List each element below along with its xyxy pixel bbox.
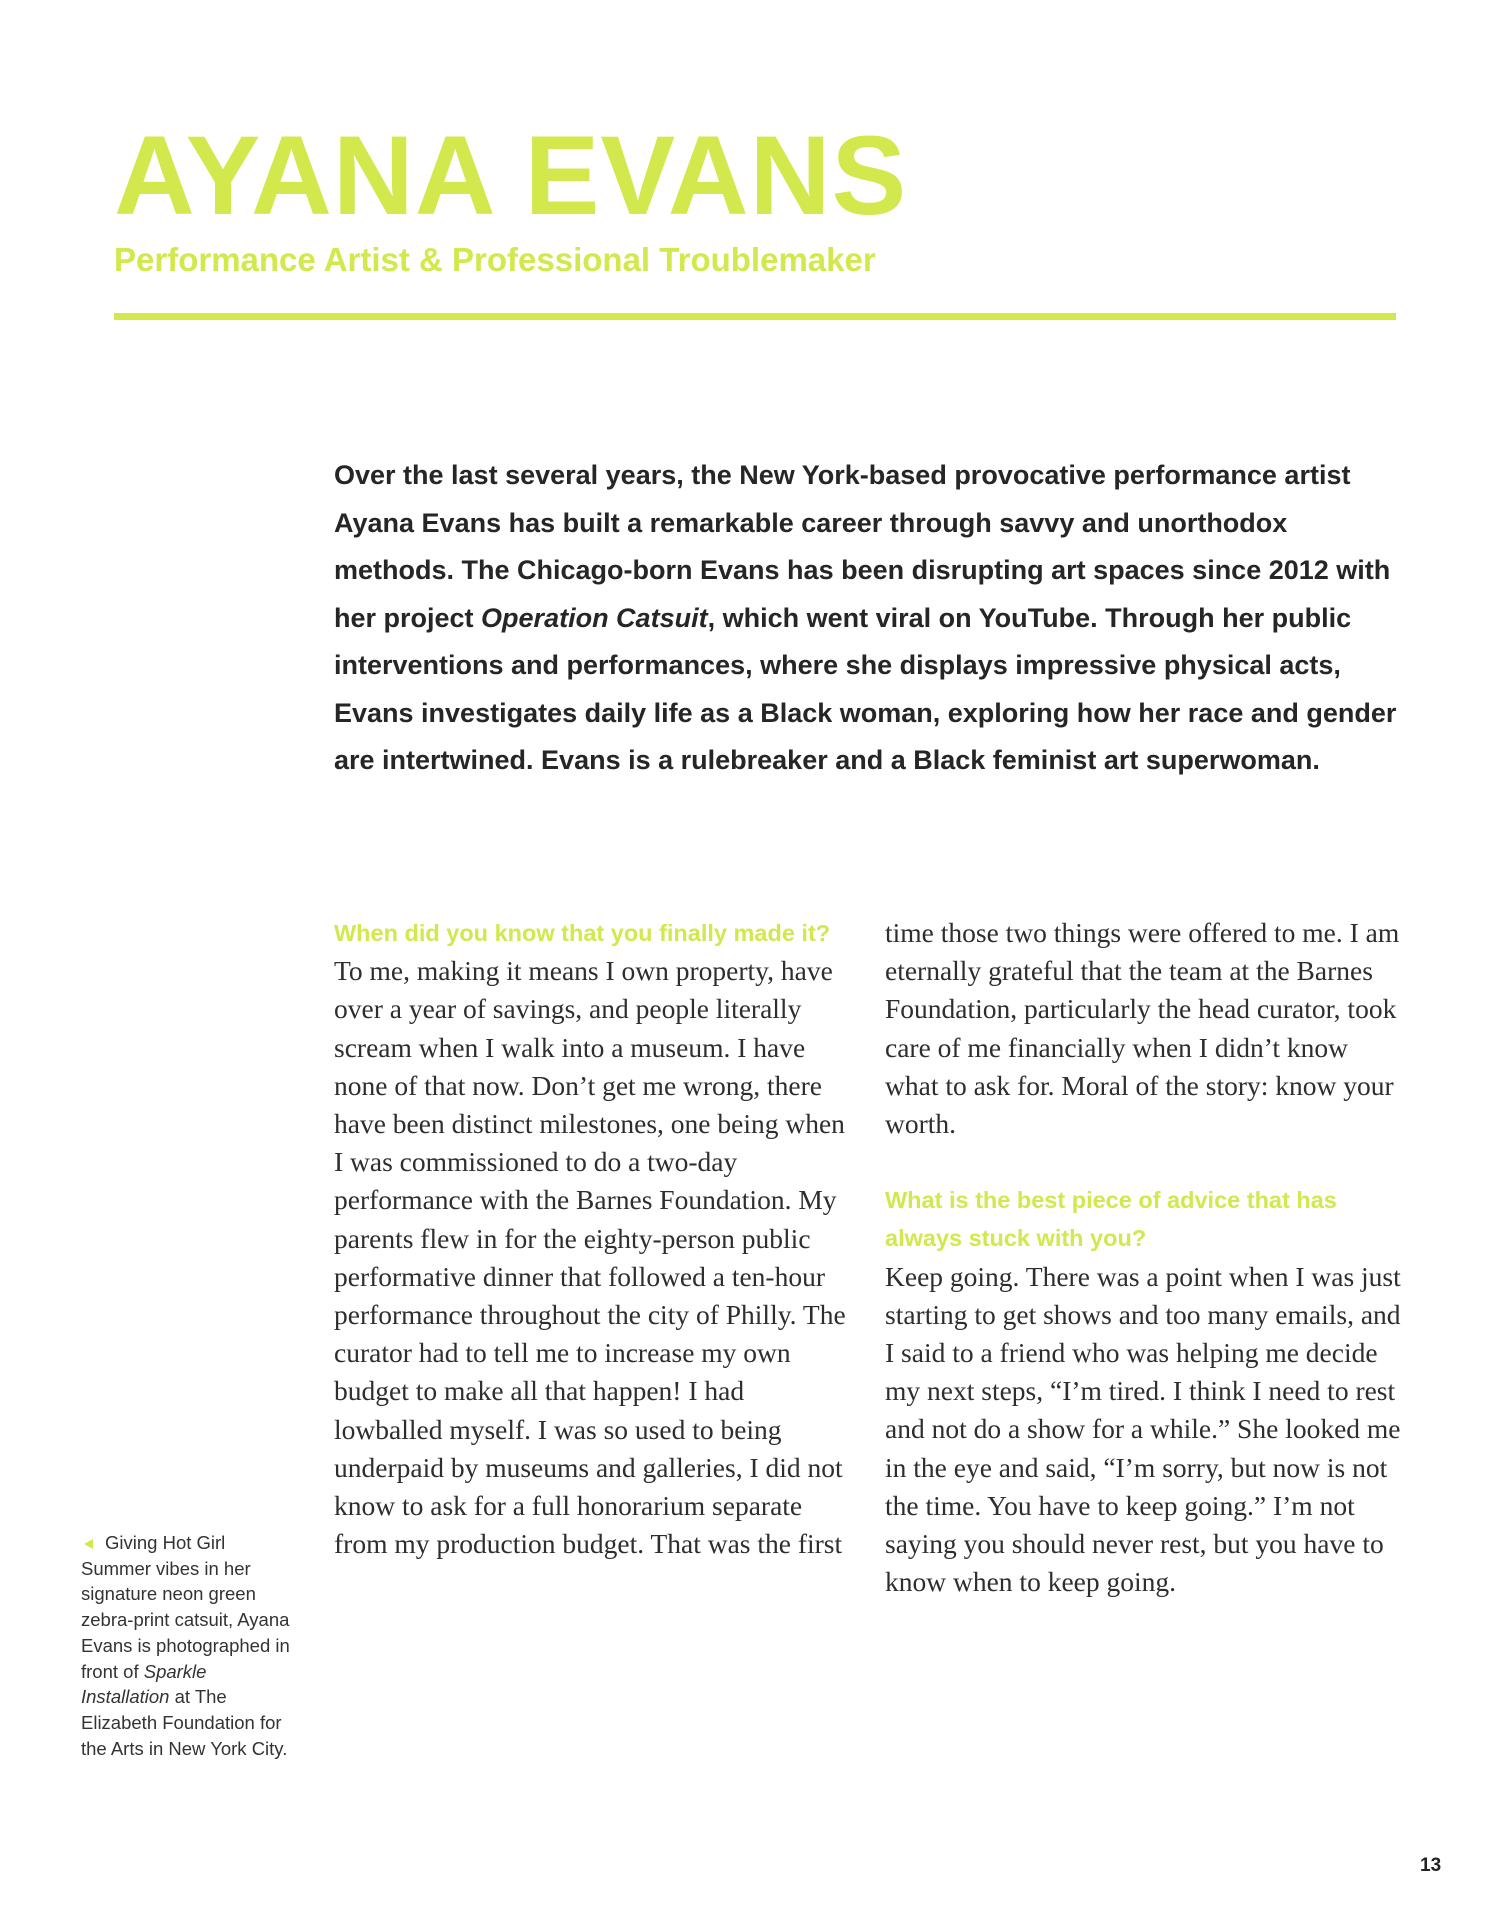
answer-1-part-2: time those two things were offered to me. I am eternally grateful that the team at the Barnes Foundation, particularly the head curator, took care of me financially when I didn’t know what to ask for. Moral of the story: know your worth. — [885, 917, 1400, 1140]
intro-project-title: Operation Catsuit — [481, 602, 708, 633]
header-divider — [114, 313, 1396, 320]
answer-1-part-1: To me, making it means I own property, have over a year of savings, and people literally scream when I walk into a museum. I have none of that now. Don’t get me wrong, there have been distinct milestones, one being when I was commissioned to do a two-day performance with the Barnes Foundation. My parents flew in for the eighty-person public performative dinner that followed a ten-hour performance throughout the city of Philly. The curator had to tell me to increase my own budget to make all that happen! I had lowballed myself. I was so used to being underpaid by museums and galleries, I did not know to ask for a full honorarium separate from my production budget. That was the first — [334, 955, 846, 1560]
caption-pointer-icon — [84, 1539, 93, 1549]
photo-caption — [81, 1530, 296, 1761]
article-subtitle: Performance Artist & Professional Troublemaker — [114, 241, 876, 278]
caption-artwork-title: Sparkle Installation — [81, 1660, 207, 1708]
interview-column-right — [885, 914, 1405, 1601]
page-number: 13 — [1420, 1855, 1442, 1876]
caption-text-2: at The Elizabeth Foundation for the Arts in New York City. — [81, 1686, 288, 1759]
question-1: When did you know that you finally made it? — [334, 920, 831, 946]
intro-text-2: , which went viral on YouTube. Through her public interventions and performances, where she displays impressive physical acts, Evans investigates daily life as a Black woman, exploring how her race and gender are intertwined. Evans is a rulebreaker and a Black feminist art superwoman. — [334, 602, 1397, 775]
answer-2: Keep going. There was a point when I was just starting to get shows and too many emails, and I said to a friend who was helping me decide my next steps, “I’m tired. I think I need to rest and not do a show for a while.” She looked me in the eye and said, “I’m sorry, but now is not the time. You have to keep going.” I’m not saying you should never rest, but you have to know when to keep going. — [885, 1260, 1401, 1598]
interview-column-left — [334, 914, 854, 1563]
caption-text-1: Giving Hot Girl Summer vibes in her signature neon green zebra-print catsuit, Ayana Evans is photographed in front of — [81, 1532, 290, 1682]
intro-text-1: Over the last several years, the New York-based provocative performance artist Ayana Evans has built a remarkable career through savvy and unorthodox methods. The Chicago-born Evans has been disrupting art spaces since 2012 with her project — [334, 460, 1391, 633]
paragraph-spacer — [885, 1143, 1405, 1181]
article-title: AYANA EVANS — [114, 113, 908, 238]
intro-paragraph — [334, 452, 1404, 785]
question-2: What is the best piece of advice that has always stuck with you? — [885, 1187, 1337, 1252]
